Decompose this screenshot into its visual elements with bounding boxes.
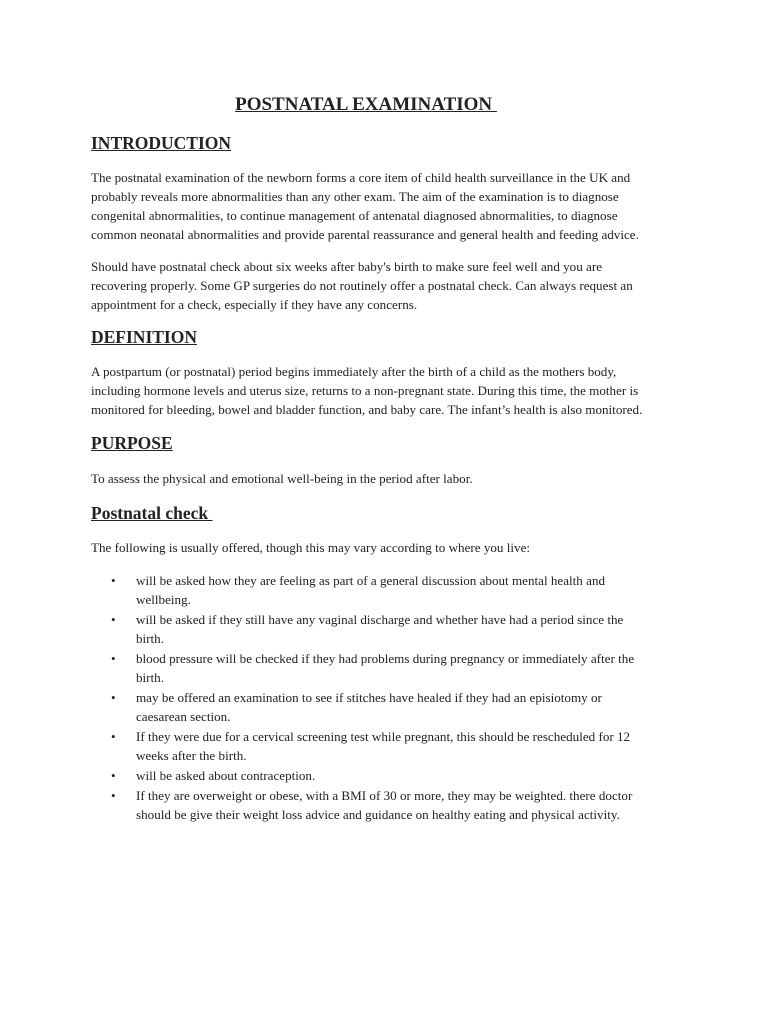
bullet-icon: • — [111, 612, 116, 627]
bullet-icon: • — [111, 690, 116, 705]
list-item-text: If they are overweight or obese, with a BMI of 30 or more, they may be weighted. there doctor should be give their weight loss advice and guidance on healthy eating and physical activity. — [136, 788, 633, 822]
purpose-paragraph: To assess the physical and emotional well-being in the period after labor. — [91, 471, 473, 486]
bullet-icon: • — [111, 651, 116, 666]
introduction-paragraph-1: The postnatal examination of the newborn forms a core item of child health surveillance in the UK and probably reveals more abnormalities than any other exam. The aim of the examination is to diagnose congenital abnormalities, to continue management of antenatal diagnosed abnormalities, to diagnose common neonatal abnormalities and provide parental reassurance and general health and feeding advice. — [91, 170, 639, 242]
introduction-paragraph-2: Should have postnatal check about six weeks after baby's birth to make sure feel well and you are recovering properly. Some GP surgeries do not routinely offer a postnatal check. Can always request an appointment for a check, especially if they have any concerns. — [91, 259, 633, 312]
bullet-icon: • — [111, 788, 116, 803]
list-item-text: blood pressure will be checked if they had problems during pregnancy or immediately after the birth. — [136, 651, 635, 685]
bullet-icon: • — [111, 768, 116, 783]
list-item-text: will be asked about contraception. — [136, 768, 316, 783]
heading-introduction: INTRODUCTION — [91, 133, 232, 153]
list-item-text: will be asked how they are feeling as part of a general discussion about mental health and wellbeing. — [136, 573, 606, 607]
bullet-icon: • — [111, 729, 116, 744]
list-item — [91, 571, 691, 609]
heading-postnatal-check: Postnatal check — [91, 503, 213, 523]
postnatal-check-intro: The following is usually offered, though this may vary according to where you live: — [91, 540, 531, 555]
list-item — [91, 688, 691, 726]
definition-paragraph: A postpartum (or postnatal) period begins immediately after the birth of a child as the mothers body, including hormone levels and uterus size, returns to a non-pregnant state. During this time, the mother is monitored for bleeding, bowel and bladder function, and baby care. The infant’s health is also monitored. — [91, 364, 643, 417]
list-item — [91, 766, 691, 785]
list-item-text: may be offered an examination to see if stitches have healed if they had an episiotomy or caesarean section. — [136, 690, 602, 724]
bullet-icon: • — [111, 573, 116, 588]
postnatal-check-list — [91, 571, 691, 825]
heading-purpose: PURPOSE — [91, 433, 173, 453]
list-item-text: If they were due for a cervical screening test while pregnant, this should be rescheduled for 12 weeks after the birth. — [136, 729, 631, 763]
page-title: POSTNATAL EXAMINATION — [235, 94, 497, 115]
list-item — [91, 610, 691, 648]
list-item — [91, 649, 691, 687]
list-item-text: will be asked if they still have any vaginal discharge and whether have had a period since the birth. — [136, 612, 624, 646]
heading-definition: DEFINITION — [91, 327, 197, 347]
list-item — [91, 786, 691, 824]
list-item — [91, 727, 691, 765]
